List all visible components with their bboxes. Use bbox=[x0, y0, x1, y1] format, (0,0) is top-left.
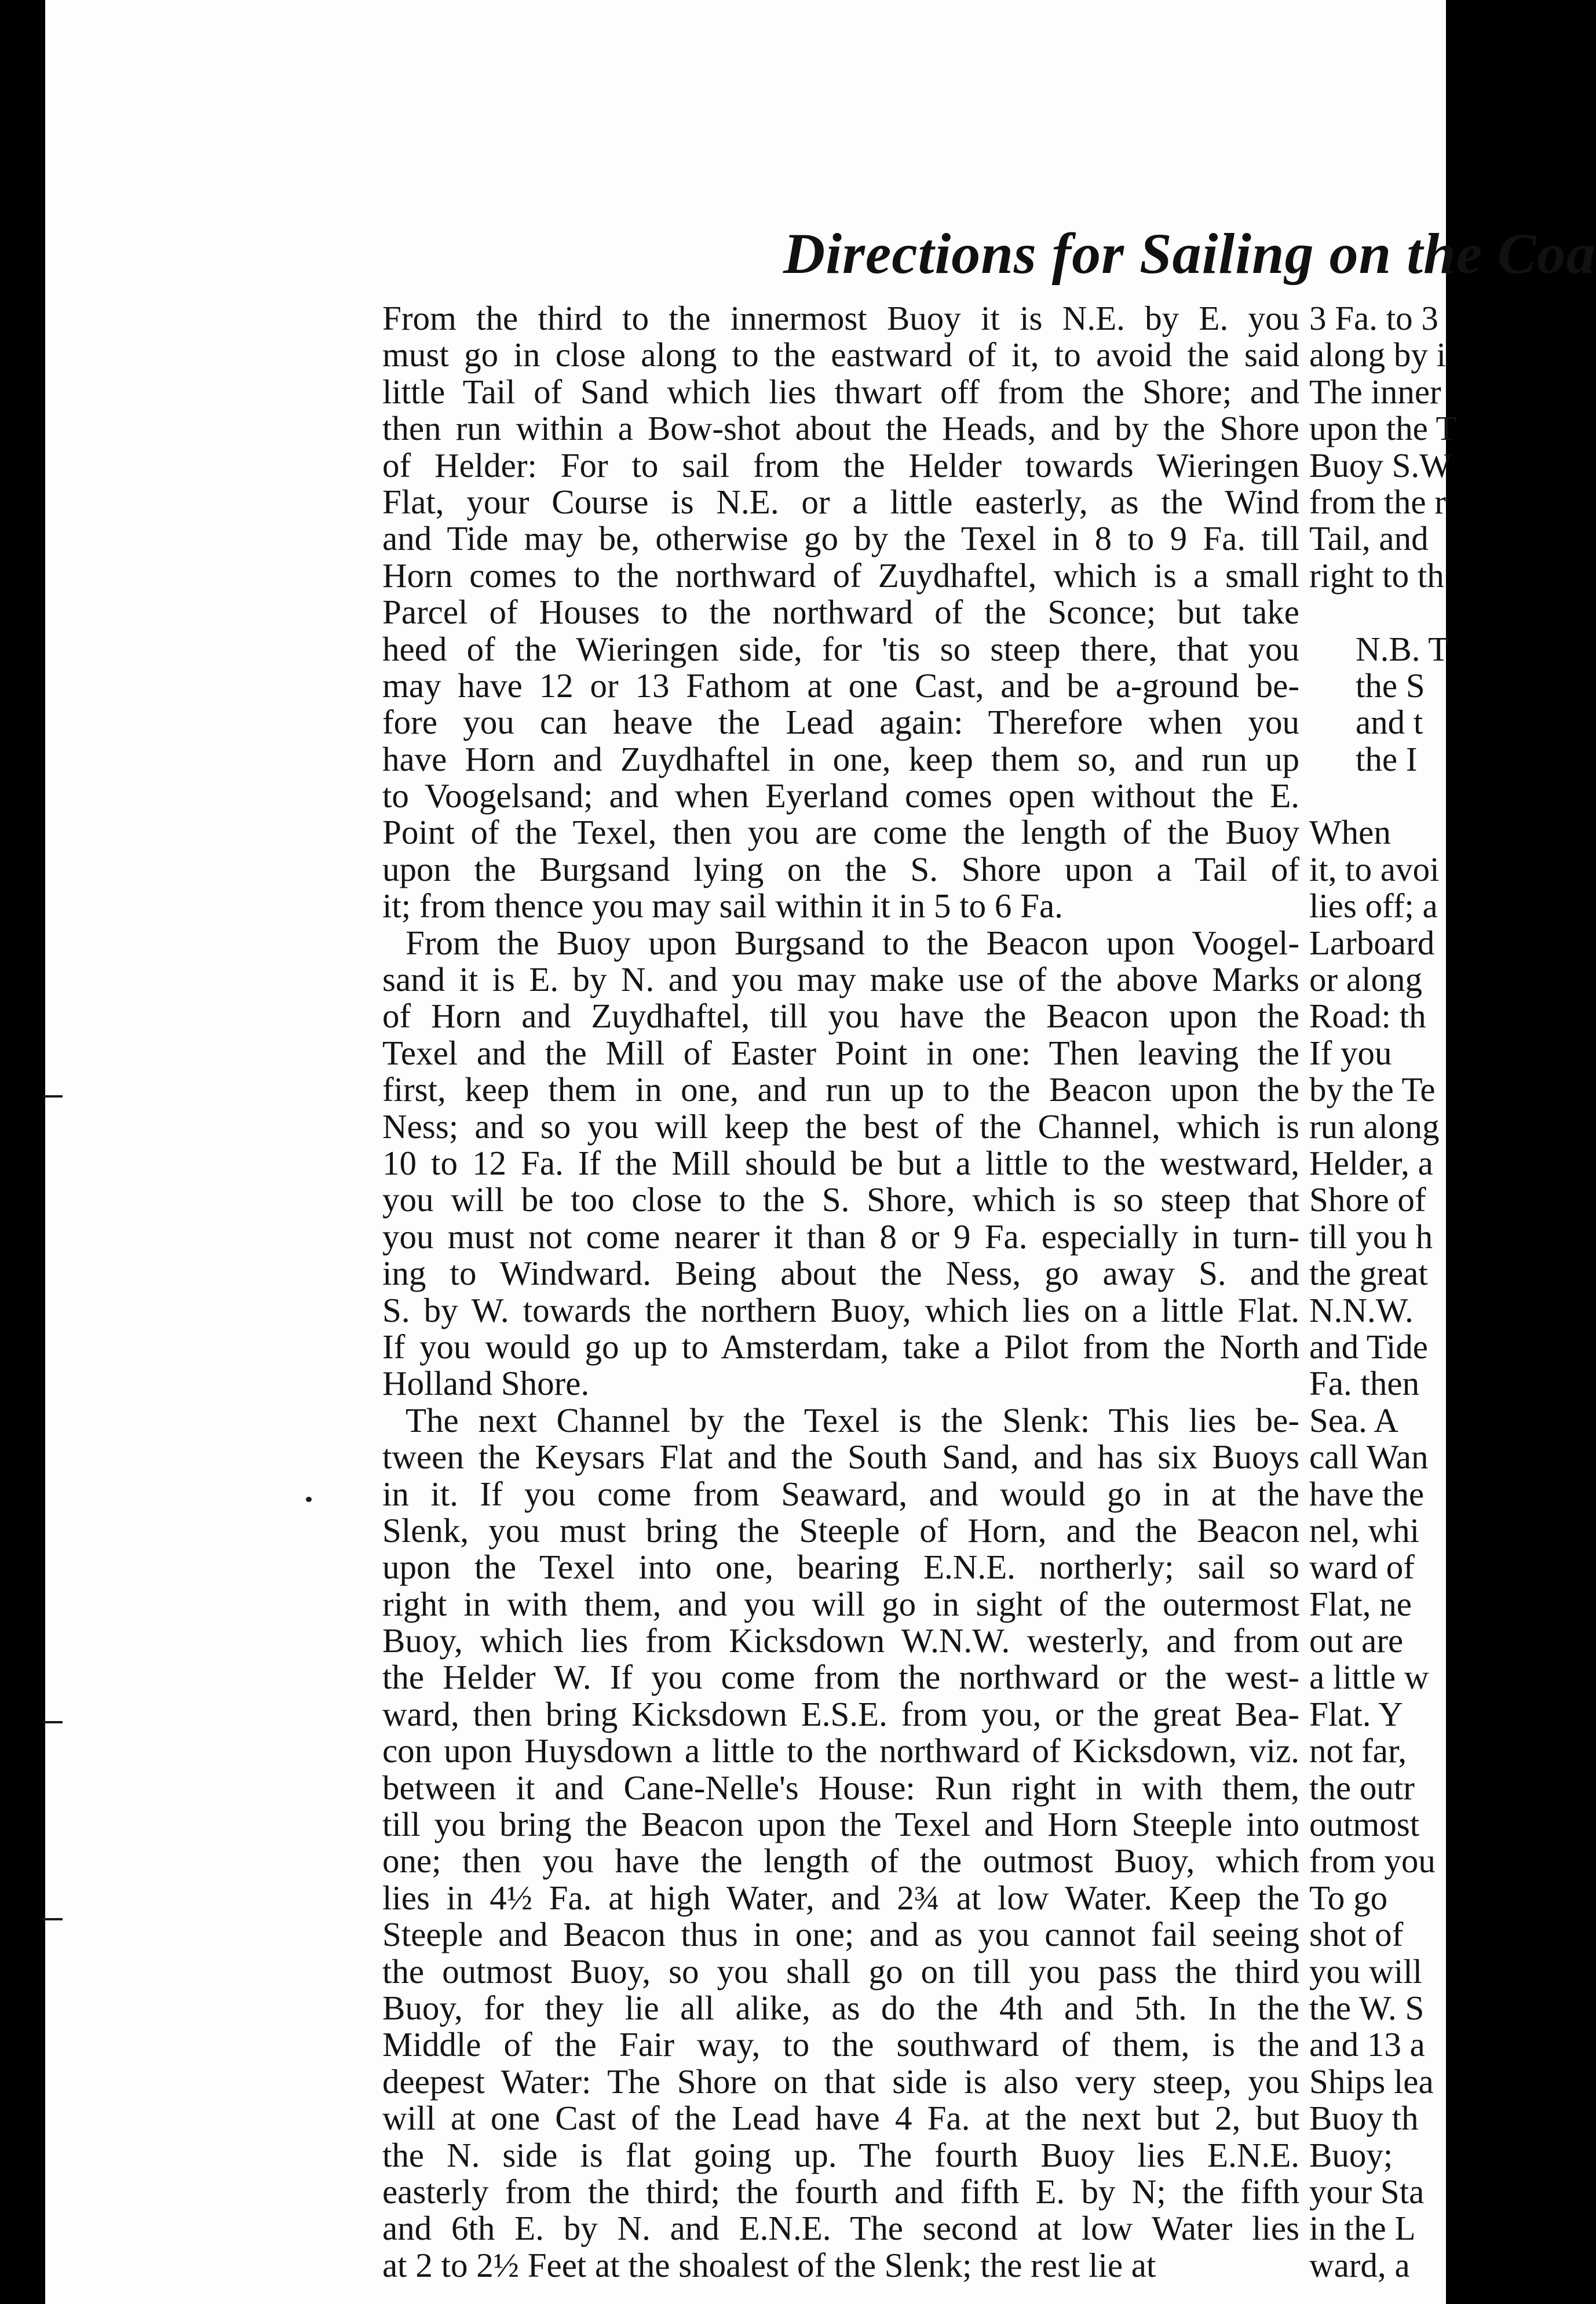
text-line: lies off; a bbox=[1309, 887, 1438, 925]
text-line: and Tide may be, otherwise go by the Texel in 8 to 9 Fa. till bbox=[382, 519, 1299, 558]
text-line: call Wan bbox=[1309, 1438, 1429, 1477]
text-line: ward, then bring Kicksdown E.S.E. from you, or the great Bea- bbox=[382, 1694, 1299, 1733]
margin-mark bbox=[43, 1721, 63, 1723]
text-line: The inner bbox=[1309, 372, 1441, 411]
text-line: along by i bbox=[1309, 336, 1446, 374]
margin-mark bbox=[43, 1095, 63, 1098]
text-line: Ships lea bbox=[1309, 2062, 1434, 2101]
text-line: Sea. A bbox=[1309, 1401, 1399, 1439]
text-line: the N. side is flat going up. The fourth Buoy lies E.N.E. bbox=[382, 2135, 1299, 2174]
text-line: 10 to 12 Fa. If the Mill should be but a little to the westward, bbox=[382, 1143, 1299, 1182]
text-line: not far, bbox=[1309, 1731, 1407, 1770]
text-line: it; from thence you may sail within it in 5 to 6 Fa. bbox=[382, 887, 1063, 925]
text-line: upon the Texel into one, bearing E.N.E. northerly; sail so bbox=[382, 1548, 1299, 1587]
text-line: lies in 4½ Fa. at high Water, and 2¾ at low Water. Keep the bbox=[382, 1878, 1299, 1917]
text-line: from you bbox=[1309, 1842, 1436, 1880]
text-line: Slenk, you must bring the Steeple of Horn, and the Beacon bbox=[382, 1511, 1299, 1550]
text-line: Buoy S.W bbox=[1309, 446, 1452, 484]
text-line: to Voogelsand; and when Eyerland comes open without the E. bbox=[382, 776, 1299, 815]
text-line: To go bbox=[1309, 1878, 1388, 1917]
text-line: the Helder W. If you come from the northward or the west- bbox=[382, 1658, 1299, 1697]
text-line: and Tide bbox=[1309, 1327, 1428, 1366]
text-line: out are bbox=[1309, 1621, 1404, 1660]
text-line: in the L bbox=[1309, 2209, 1416, 2248]
text-line: Parcel of Houses to the northward of the Sconce; but take bbox=[382, 593, 1299, 632]
text-line: If you would go up to Amsterdam, take a Pilot from the North bbox=[382, 1327, 1299, 1366]
text-line: in it. If you come from Seaward, and would go in at the bbox=[382, 1474, 1299, 1513]
text-line: ward, a bbox=[1309, 2245, 1410, 2284]
text-line: S. by W. towards the northern Buoy, which lies on a little Flat. bbox=[382, 1290, 1299, 1329]
text-line: Point of the Texel, then you are come the length of the Buoy bbox=[382, 813, 1299, 852]
text-line: ward of bbox=[1309, 1548, 1415, 1587]
page-headline: Directions for Sailing on the Coa bbox=[783, 221, 1596, 286]
text-line: Buoy, for they lie all alike, as do the 4th and 5th. In the bbox=[382, 1988, 1299, 2027]
text-line: have Horn and Zuydhaftel in one, keep them so, and run up bbox=[382, 739, 1299, 778]
text-line: first, keep them in one, and run up to the Beacon upon the bbox=[382, 1070, 1299, 1109]
text-line: right in with them, and you will go in sight of the outermost bbox=[382, 1584, 1299, 1623]
text-line: Shore of bbox=[1309, 1180, 1426, 1219]
text-line: From the Buoy upon Burgsand to the Beacon upon Voogel- bbox=[406, 923, 1299, 962]
text-line: Middle of the Fair way, to the southward of them, is the bbox=[382, 2025, 1299, 2064]
text-line: have the bbox=[1309, 1474, 1425, 1513]
text-line: from the r bbox=[1309, 482, 1446, 521]
text-line: you will be too close to the S. Shore, which is so steep that bbox=[382, 1180, 1299, 1219]
text-line: Road: th bbox=[1309, 997, 1426, 1036]
text-line: of Helder: For to sail from the Helder towards Wieringen bbox=[382, 446, 1299, 484]
text-line: the S bbox=[1356, 666, 1425, 705]
text-line: Buoy th bbox=[1309, 2099, 1419, 2138]
text-line: upon the Burgsand lying on the S. Shore upon a Tail of bbox=[382, 850, 1299, 888]
text-line: must go in close along to the eastward of it, to avoid the said bbox=[382, 336, 1299, 374]
text-line: one; then you have the length of the outmost Buoy, which bbox=[382, 1842, 1299, 1880]
text-line: then run within a Bow-shot about the Heads, and by the Shore bbox=[382, 409, 1299, 448]
text-line: the W. S bbox=[1309, 1988, 1425, 2027]
margin-mark bbox=[43, 1918, 63, 1920]
text-line: Larboard bbox=[1309, 923, 1435, 962]
text-line: and 6th E. by N. and E.N.E. The second at low Water lies bbox=[382, 2209, 1299, 2248]
text-line: the outmost Buoy, so you shall go on till you pass the third bbox=[382, 1952, 1299, 1991]
text-line: the I bbox=[1356, 739, 1418, 778]
text-line: or along bbox=[1309, 960, 1422, 999]
text-line: Holland Shore. bbox=[382, 1364, 590, 1403]
text-line: and 13 a bbox=[1309, 2025, 1425, 2064]
text-line: Helder, a bbox=[1309, 1143, 1433, 1182]
text-line: a little w bbox=[1309, 1658, 1429, 1697]
text-line: you will bbox=[1309, 1952, 1423, 1991]
text-line: nel, whi bbox=[1309, 1511, 1420, 1550]
text-line: fore you can heave the Lead again: Therefore when you bbox=[382, 703, 1299, 742]
text-line: Fa. then bbox=[1309, 1364, 1420, 1403]
text-line bbox=[1309, 778, 1541, 814]
scan-border bbox=[0, 0, 45, 2304]
text-line: When bbox=[1309, 813, 1391, 852]
main-text-column bbox=[382, 300, 1299, 2284]
text-line: the outr bbox=[1309, 1768, 1415, 1807]
text-line: sand it is E. by N. and you may make use of the above Marks bbox=[382, 960, 1299, 999]
text-line bbox=[1309, 594, 1541, 630]
text-line: N.B. T bbox=[1356, 629, 1449, 668]
text-line: If you bbox=[1309, 1033, 1392, 1072]
text-line: will at one Cast of the Lead have 4 Fa. at the next but 2, but bbox=[382, 2099, 1299, 2138]
text-line: Flat, ne bbox=[1309, 1584, 1412, 1623]
text-line: at 2 to 2½ Feet at the shoalest of the Slenk; the rest lie at bbox=[382, 2245, 1156, 2284]
text-line: may have 12 or 13 Fathom at one Cast, and be a-ground be- bbox=[382, 666, 1299, 705]
text-line: N.N.W. bbox=[1309, 1290, 1414, 1329]
text-line: run along bbox=[1309, 1107, 1440, 1146]
text-line: heed of the Wieringen side, for 'tis so steep there, that you bbox=[382, 629, 1299, 668]
text-line: 3 Fa. to 3 bbox=[1309, 299, 1438, 337]
text-line: deepest Water: The Shore on that side is also very steep, you bbox=[382, 2062, 1299, 2101]
ink-dot bbox=[306, 1497, 312, 1502]
text-line: Ness; and so you will keep the best of the Channel, which is bbox=[382, 1107, 1299, 1146]
text-line: Buoy, which lies from Kicksdown W.N.W. westerly, and from bbox=[382, 1621, 1299, 1660]
text-line: upon the T bbox=[1309, 409, 1457, 448]
text-line: easterly from the third; the fourth and fifth E. by N; the fifth bbox=[382, 2172, 1299, 2211]
text-line: your Sta bbox=[1309, 2172, 1425, 2211]
text-line: Flat. Y bbox=[1309, 1694, 1403, 1733]
text-line: From the third to the innermost Buoy it is N.E. by E. you bbox=[382, 299, 1299, 337]
right-text-column bbox=[1309, 300, 1541, 2284]
text-line: Flat, your Course is N.E. or a little easterly, as the Wind bbox=[382, 482, 1299, 521]
text-line: Texel and the Mill of Easter Point in one: Then leaving the bbox=[382, 1033, 1299, 1072]
text-line: the great bbox=[1309, 1254, 1428, 1293]
text-line: and t bbox=[1356, 703, 1423, 742]
text-line: little Tail of Sand which lies thwart off from the Shore; and bbox=[382, 372, 1299, 411]
text-line: you must not come nearer it than 8 or 9 Fa. especially in turn- bbox=[382, 1217, 1299, 1256]
text-line: Buoy; bbox=[1309, 2135, 1393, 2174]
text-line: till you h bbox=[1309, 1217, 1433, 1256]
text-line: Steeple and Beacon thus in one; and as you cannot fail seeing bbox=[382, 1915, 1299, 1954]
text-line: tween the Keysars Flat and the South Sand, and has six Buoys bbox=[382, 1438, 1299, 1477]
text-line: Tail, and bbox=[1309, 519, 1429, 558]
text-line: Horn comes to the northward of Zuydhaftel, which is a small bbox=[382, 556, 1299, 595]
text-line: outmost bbox=[1309, 1805, 1420, 1844]
text-line: right to th bbox=[1309, 556, 1444, 595]
text-line: it, to avoi bbox=[1309, 850, 1440, 888]
text-line: between it and Cane-Nelle's House: Run right in with them, bbox=[382, 1768, 1299, 1807]
text-line: by the Te bbox=[1309, 1070, 1436, 1109]
text-line: shot of bbox=[1309, 1915, 1404, 1954]
text-line: The next Channel by the Texel is the Slenk: This lies be- bbox=[406, 1401, 1299, 1439]
text-line: of Horn and Zuydhaftel, till you have the Beacon upon the bbox=[382, 997, 1299, 1036]
text-line: con upon Huysdown a little to the northward of Kicksdown, viz. bbox=[382, 1731, 1299, 1770]
text-line: till you bring the Beacon upon the Texel and Horn Steeple into bbox=[382, 1805, 1299, 1844]
text-line: ing to Windward. Being about the Ness, go away S. and bbox=[382, 1254, 1299, 1293]
